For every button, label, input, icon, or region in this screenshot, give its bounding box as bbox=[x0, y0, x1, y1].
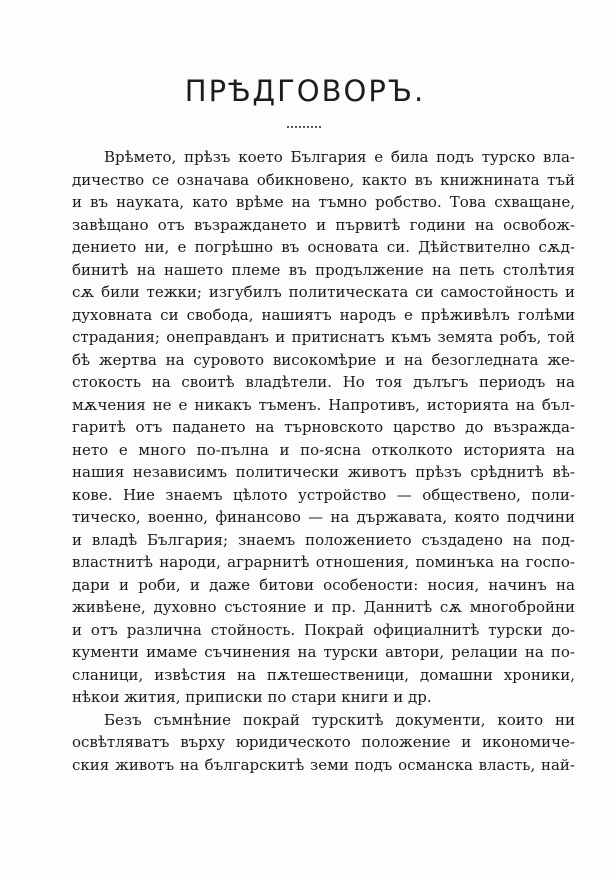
body-text bbox=[72, 146, 575, 776]
text-line: Врѣмето, прѣзъ което България е била подъ турско вла- bbox=[104, 148, 575, 166]
text-line: гаритѣ отъ падането на търновското царство до възражда- bbox=[72, 418, 575, 436]
text-line: сланици, извѣстия на пѫтешественици, домашни хроники, bbox=[72, 665, 575, 684]
text-line: бѣ жертва на суровото високомѣрие и на безогледната же- bbox=[72, 350, 575, 369]
text-line: нашия независимъ политически животъ прѣзъ срѣднитѣ вѣ- bbox=[72, 463, 575, 481]
text-line: властнитѣ народи, аграрнитѣ отношения, поминъка на госпо- bbox=[72, 553, 575, 571]
text-line: дари и роби, и даже битови особености: носия, начинъ на bbox=[72, 575, 575, 594]
text-line: Безъ съмнѣние покрай турскитѣ документи, които ни bbox=[104, 710, 575, 729]
text-line: бинитѣ на нашето племе въ продължение на петь столѣтия bbox=[72, 260, 575, 279]
text-line: сѫ били тежки; изгубилъ политическата си самостойность и bbox=[72, 283, 575, 301]
text-line: нѣкои жития, приписки по стари книги и др. bbox=[72, 688, 432, 706]
text-line: завѣщано отъ възраждането и първитѣ години на освобож- bbox=[72, 215, 575, 234]
title-ornament-divider bbox=[287, 126, 323, 128]
text-line: мѫчения не е никакъ тъменъ. Напротивъ, историята на бъл- bbox=[72, 395, 575, 414]
text-line: дението ни, е погрѣшно въ основата си. Дѣйствително сѫд- bbox=[72, 238, 575, 256]
text-line: и владѣ България; знаемъ положението създадено на под- bbox=[72, 530, 575, 549]
text-line: тическо, военно, финансово — на държавата, която подчини bbox=[72, 508, 575, 526]
text-line: освѣтляватъ върху юридическото положение и икономиче- bbox=[72, 733, 575, 751]
text-line: нето е много по-пълна и по-ясна отколкото историята на bbox=[72, 440, 575, 459]
paragraph-1 bbox=[72, 146, 575, 709]
text-line: и отъ различна стойность. Покрай официалнитѣ турски до- bbox=[72, 620, 575, 639]
text-line: живѣене, духовно състояние и пр. Даннитѣ сѫ многобройни bbox=[72, 598, 575, 616]
text-line: духовната си свобода, нашиятъ народъ е прѣживѣлъ голѣми bbox=[72, 305, 575, 324]
text-line: ския животъ на българскитѣ земи подъ османска власть, най- bbox=[72, 755, 575, 774]
text-line: дичество се означава обикновено, както въ книжнината тъй bbox=[72, 170, 575, 189]
page-title: ПРѢДГОВОРЪ. bbox=[184, 74, 426, 108]
text-line: кове. Ние знаемъ цѣлото устройство — обществено, поли- bbox=[72, 485, 575, 504]
text-line: страдания; онеправданъ и притиснатъ къмъ земята робъ, той bbox=[72, 328, 575, 346]
text-line: кументи имаме съчинения на турски автори, релации на по- bbox=[72, 643, 575, 661]
text-line: стокость на своитѣ владѣтели. Но тоя дълъгъ периодъ на bbox=[72, 373, 575, 391]
paragraph-2 bbox=[72, 709, 575, 777]
text-line: и въ науката, като врѣме на тъмно робство. Това схващане, bbox=[72, 193, 575, 211]
